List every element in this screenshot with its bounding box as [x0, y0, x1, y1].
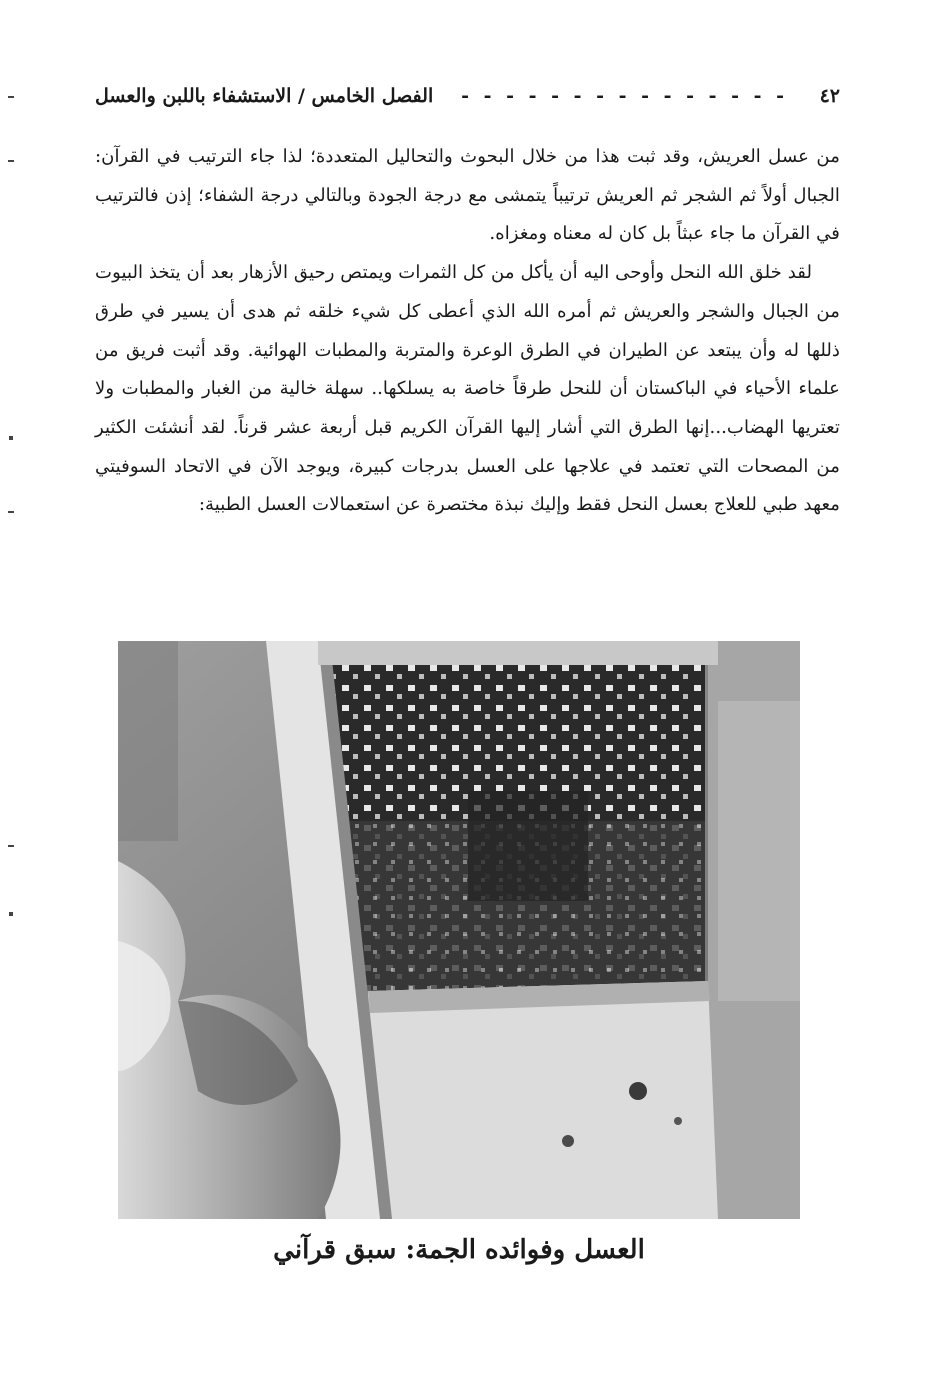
- scan-mark: [8, 511, 14, 513]
- honeycomb-photo: [118, 641, 800, 1219]
- scan-mark: [8, 96, 14, 98]
- figure-caption: العسل وفوائده الجمة: سبق قرآني: [273, 1235, 645, 1265]
- body-text: [95, 138, 840, 525]
- paragraph: من عسل العريش، وقد ثبت هذا من خلال البحوث والتحاليل المتعددة؛ لذا جاء الترتيب في القرآن: الجبال أولاً ثم الشجر ثم العريش ترتيباً يتمشى مع درجة الجودة وبالتالي درجة الشفاء؛ إذن فالترتيب في القرآن ما جاء عبثاً بل كان له معناه ومغزاه.: [95, 146, 840, 245]
- header-dash-rule: - - - - - - - - - - - - - - -: [461, 85, 788, 107]
- scan-mark: [9, 436, 13, 440]
- scan-mark: [8, 845, 14, 847]
- scan-mark: [8, 160, 14, 162]
- chapter-title: الفصل الخامس / الاستشفاء باللبن والعسل: [95, 85, 434, 107]
- capped-honey: [368, 981, 718, 1219]
- running-header: [95, 78, 840, 114]
- page-number: ٤٢: [819, 85, 840, 107]
- scan-mark: [9, 912, 13, 916]
- paragraph: لقد خلق الله النحل وأوحى اليه أن يأكل من كل الثمرات ويمتص رحيق الأزهار بعد أن يتخذ البيوت من الجبال والشجر والعريش ثم أمره الله الذي أعطى كل شيء خلقه ثم هدى أن يسير في طرق ذللها له وأن يبتعد عن الطيران في الطرق الوعرة والمتربة والمطبات الهوائية. وقد أثبت فريق من علماء الأحياء في الباكستان أن للنحل طرقاً خاصة به يسلكها.. سهلة خالية من الغبار والمطبات ولا تعتريها الهضاب...إنها الطرق التي أشار إليها القرآن الكريم قبل أربعة عشر قرناً. لقد أنشئت الكثير من المصحات التي تعتمد في علاجها على العسل بدرجات كبيرة، ويوجد الآن في الاتحاد السوفيتي معهد طبي للعلاج بعسل النحل فقط وإليك نبذة مختصرة عن استعمالات العسل الطبية:: [95, 262, 840, 516]
